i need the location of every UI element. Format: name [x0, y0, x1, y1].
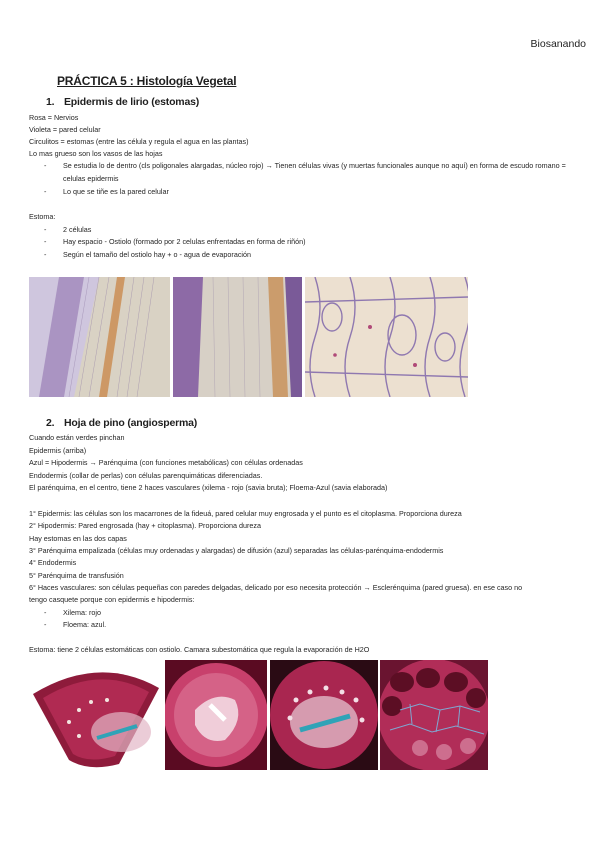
- section-1-line: Rosa = Nervios: [29, 113, 79, 122]
- page-title: PRÁCTICA 5 : Histología Vegetal: [57, 74, 237, 88]
- section-1-title: Epidermis de lirio (estomas): [64, 96, 200, 108]
- section-2-line: El parénquima, en el centro, tiene 2 haces vasculares (xilema - rojo (savia bruta); Floema-Azul (savia elaborada): [29, 483, 388, 492]
- layer-line: 1° Epidermis: las células son los macarrones de la fideuá, pared celular muy engrosada y el punto es el citoplasma. Proporciona dureza: [29, 509, 462, 518]
- layer-line: 2° Hipodermis: Pared engrosada (hay + citoplasma). Proporciona dureza: [29, 521, 261, 530]
- section-2-line: Cuando están verdes pinchan: [29, 433, 125, 442]
- section-2-heading: [46, 417, 197, 429]
- section-2-line: Azul = Hipodermis → Parénquima (con funciones metabólicas) con células ordenadas: [29, 458, 303, 467]
- section-1-line: Violeta = pared celular: [29, 125, 101, 134]
- layer-line: Hay estomas en las dos capas: [29, 534, 127, 543]
- lily-stomata-micrograph: [305, 277, 468, 397]
- pine-leaf-micrograph-3: [270, 660, 378, 770]
- brand-label: Biosanando: [530, 38, 586, 50]
- section-1-line: Circulitos = estomas (entre las célula y regula el agua en las plantas): [29, 137, 249, 146]
- layer-line: 6° Haces vasculares: son células pequeñas con paredes delgadas, delicado por eso necesita protección → Esclerénquima (pared gruesa). en ese caso no: [29, 583, 523, 592]
- estoma-label: Estoma:: [29, 212, 56, 221]
- section-1-number: 1.: [46, 96, 55, 108]
- pine-leaf-micrograph-1: [29, 660, 163, 770]
- pine-leaf-micrograph-2: [165, 660, 267, 770]
- lily-epidermis-micrograph-2: [173, 277, 302, 397]
- section-2-line: Epidermis (arriba): [29, 446, 87, 455]
- section-1-heading: [46, 96, 199, 108]
- section-2-line: Endodermis (collar de perlas) con células parenquimáticas diferenciadas.: [29, 471, 263, 480]
- layer-line: 4° Endodermis: [29, 558, 77, 567]
- layer-line: 5° Parénquima de transfusión: [29, 571, 124, 580]
- pine-leaf-micrograph-4: [380, 660, 488, 770]
- section-1-line: Lo mas grueso son los vasos de las hojas: [29, 149, 163, 158]
- section-2-number: 2.: [46, 417, 55, 429]
- section-1-bullet: - Se estudia lo de dentro (cls poligonales alargadas, núcleo rojo) → Tienen células vivas (y muertas funcionales aunque no aquí) en forma de escudo romano = celulas epidermis: [44, 161, 566, 183]
- section-2-title: Hoja de pino (angiosperma): [64, 417, 198, 429]
- layer-line: 3° Parénquima empalizada (células muy ordenadas y alargadas) de difusión (azul) separadas las células-parénquima-endodermis: [29, 546, 444, 555]
- lily-epidermis-micrograph-1: [29, 277, 170, 397]
- section-2-estoma: Estoma: tiene 2 células estomáticas con ostiolo. Camara subestomática que regula la evaporación de H2O: [29, 645, 370, 654]
- layer-line: tengo casquete porque con epidermis e hipodermis:: [29, 595, 195, 604]
